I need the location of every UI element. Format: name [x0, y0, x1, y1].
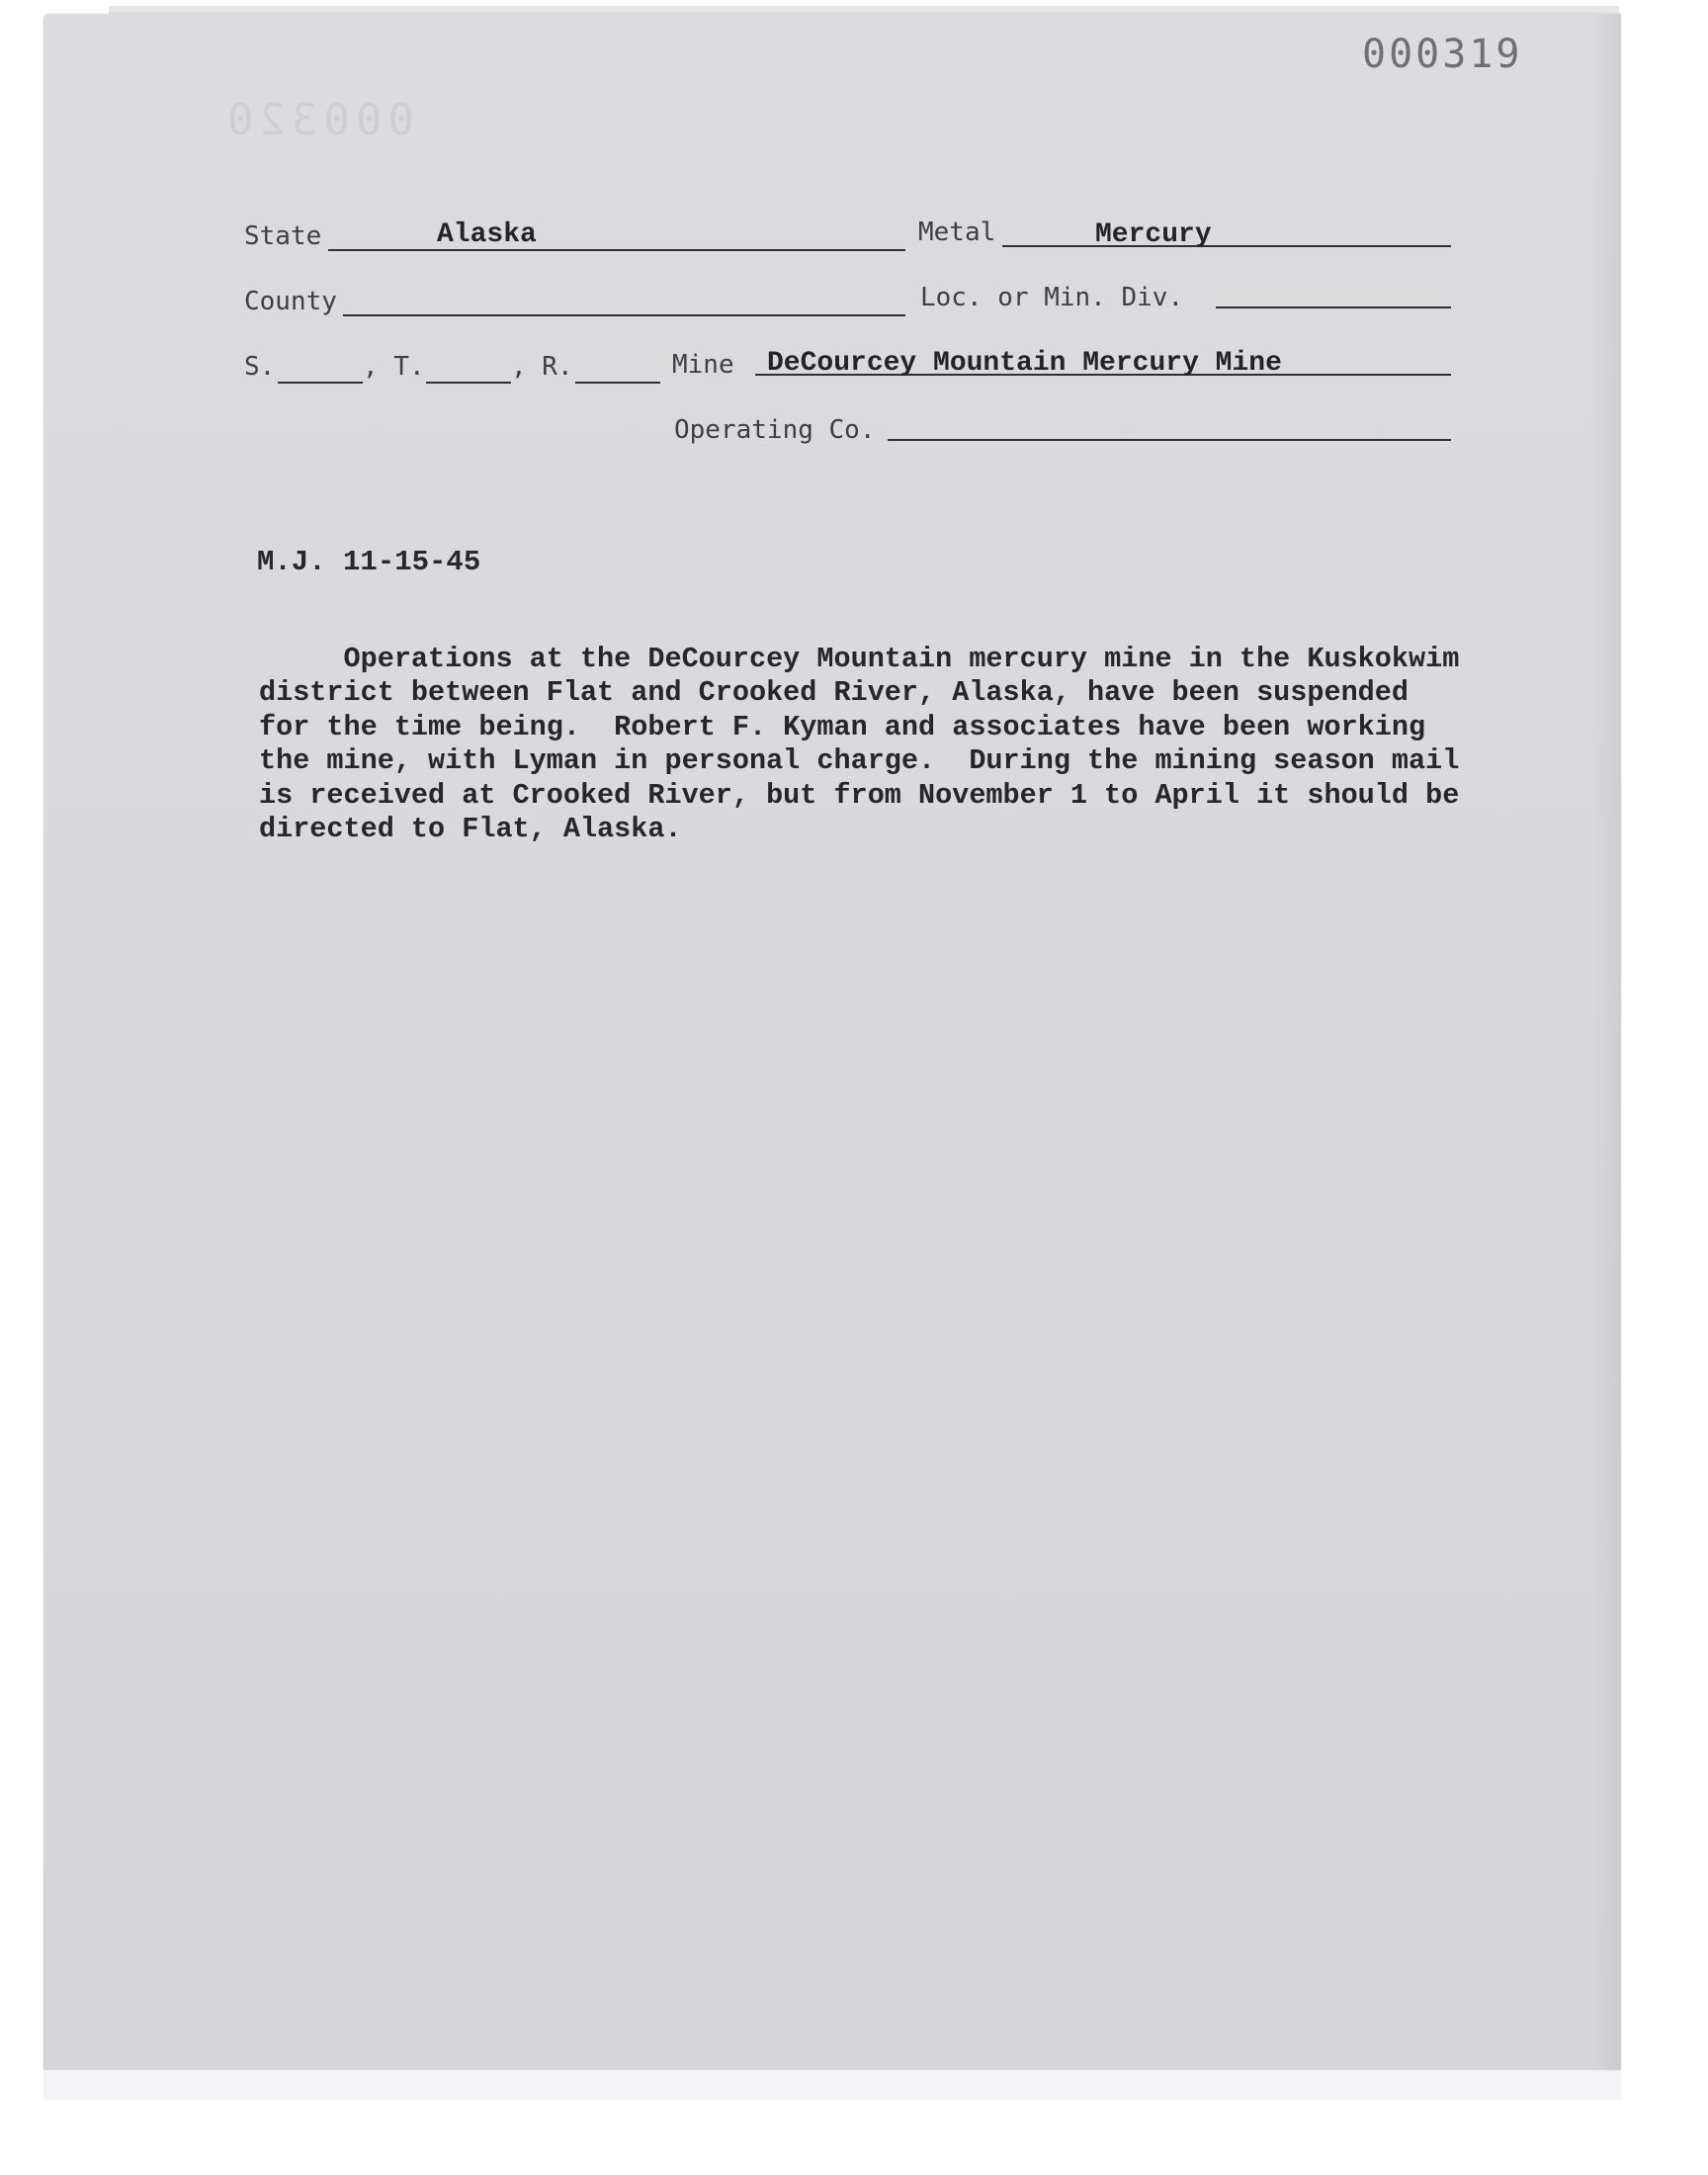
loc-div-label: Loc. or Min. Div. — [920, 283, 1184, 312]
loc-div-field-line — [1216, 306, 1451, 308]
document-page — [43, 14, 1621, 2070]
body-line: directed to Flat, Alaska. — [259, 813, 682, 846]
body-paragraph — [259, 643, 1460, 846]
body-line: for the time being. Robert F. Kyman and associates have been working — [259, 710, 1426, 743]
range-field-line — [575, 382, 660, 384]
operating-co-label: Operating Co. — [674, 415, 876, 445]
county-field-line — [343, 314, 905, 316]
state-field-line — [328, 249, 905, 251]
metal-field-line — [1002, 245, 1451, 247]
state-value: Alaska — [437, 219, 537, 250]
operating-co-field-line — [888, 439, 1451, 441]
mine-label: Mine — [672, 350, 734, 380]
township-field-line — [426, 382, 511, 384]
page-number: 000319 — [1362, 32, 1523, 77]
metal-value: Mercury — [1095, 219, 1212, 250]
body-line: the mine, with Lyman in personal charge. During the mining season mail — [259, 744, 1460, 778]
county-label: County — [244, 287, 337, 316]
metal-label: Metal — [918, 218, 996, 247]
scan-bottom-margin — [43, 2070, 1621, 2100]
body-line: is received at Crooked River, but from November 1 to April it should be — [259, 778, 1460, 812]
mine-value: DeCourcey Mountain Mercury Mine — [767, 348, 1282, 379]
section-field-line — [278, 382, 363, 384]
body-line: district between Flat and Crooked River, Alaska, have been suspended — [259, 676, 1409, 710]
body-line: Operations at the DeCourcey Mountain mercury mine in the Kuskokwim — [259, 643, 1460, 675]
source-date: M.J. 11-15-45 — [257, 546, 481, 578]
section-label: S. — [244, 352, 276, 382]
state-label: State — [244, 221, 322, 251]
township-label: , T. — [363, 352, 425, 382]
range-label: , R. — [511, 352, 573, 382]
bleed-through-page-number: 000320 — [221, 95, 414, 145]
